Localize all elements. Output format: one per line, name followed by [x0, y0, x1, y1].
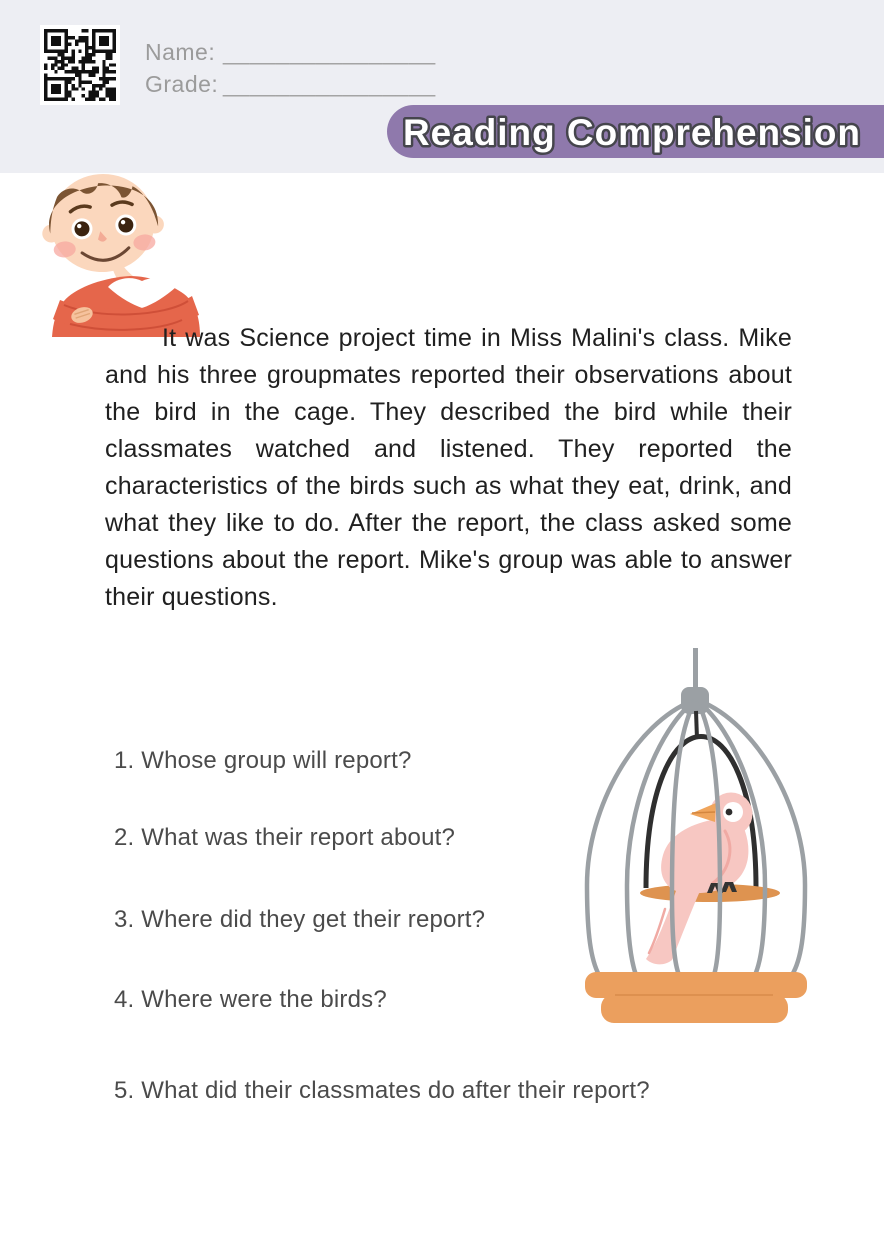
boy-illustration	[30, 143, 205, 340]
name-row	[145, 36, 436, 68]
question-1: 1. Whose group will report?	[114, 747, 412, 774]
title-banner	[387, 105, 884, 158]
student-fields	[145, 36, 436, 100]
pink-bird	[646, 793, 753, 965]
qr-code	[40, 25, 120, 105]
grade-blank-line[interactable]: ________________	[223, 71, 436, 97]
question-4: 4. Where were the birds?	[114, 986, 387, 1013]
grade-label: Grade:	[145, 71, 219, 97]
boy-head	[38, 169, 168, 277]
cage-base	[585, 972, 807, 1023]
name-label: Name:	[145, 39, 216, 65]
question-3: 3. Where did they get their report?	[114, 906, 486, 933]
question-2: 2. What was their report about?	[114, 824, 456, 851]
birdcage-illustration	[575, 645, 865, 1025]
question-5: 5. What did their classmates do after their report?	[114, 1077, 650, 1104]
passage-text: It was Science project time in Miss Malini's class. Mike and his three groupmates reported their observations about the bird in the cage. They described the bird while their classmates watched and listened. They reported the characteristics of the birds such as what they eat, drink, and what they like to do. After the report, the class asked some questions about the report. Mike's group was able to answer their questions.	[105, 324, 792, 611]
grade-row	[145, 68, 436, 100]
qr-code-icon	[44, 29, 116, 101]
name-blank-line[interactable]: ________________	[223, 39, 436, 65]
page-title: Reading Comprehension	[403, 112, 861, 153]
